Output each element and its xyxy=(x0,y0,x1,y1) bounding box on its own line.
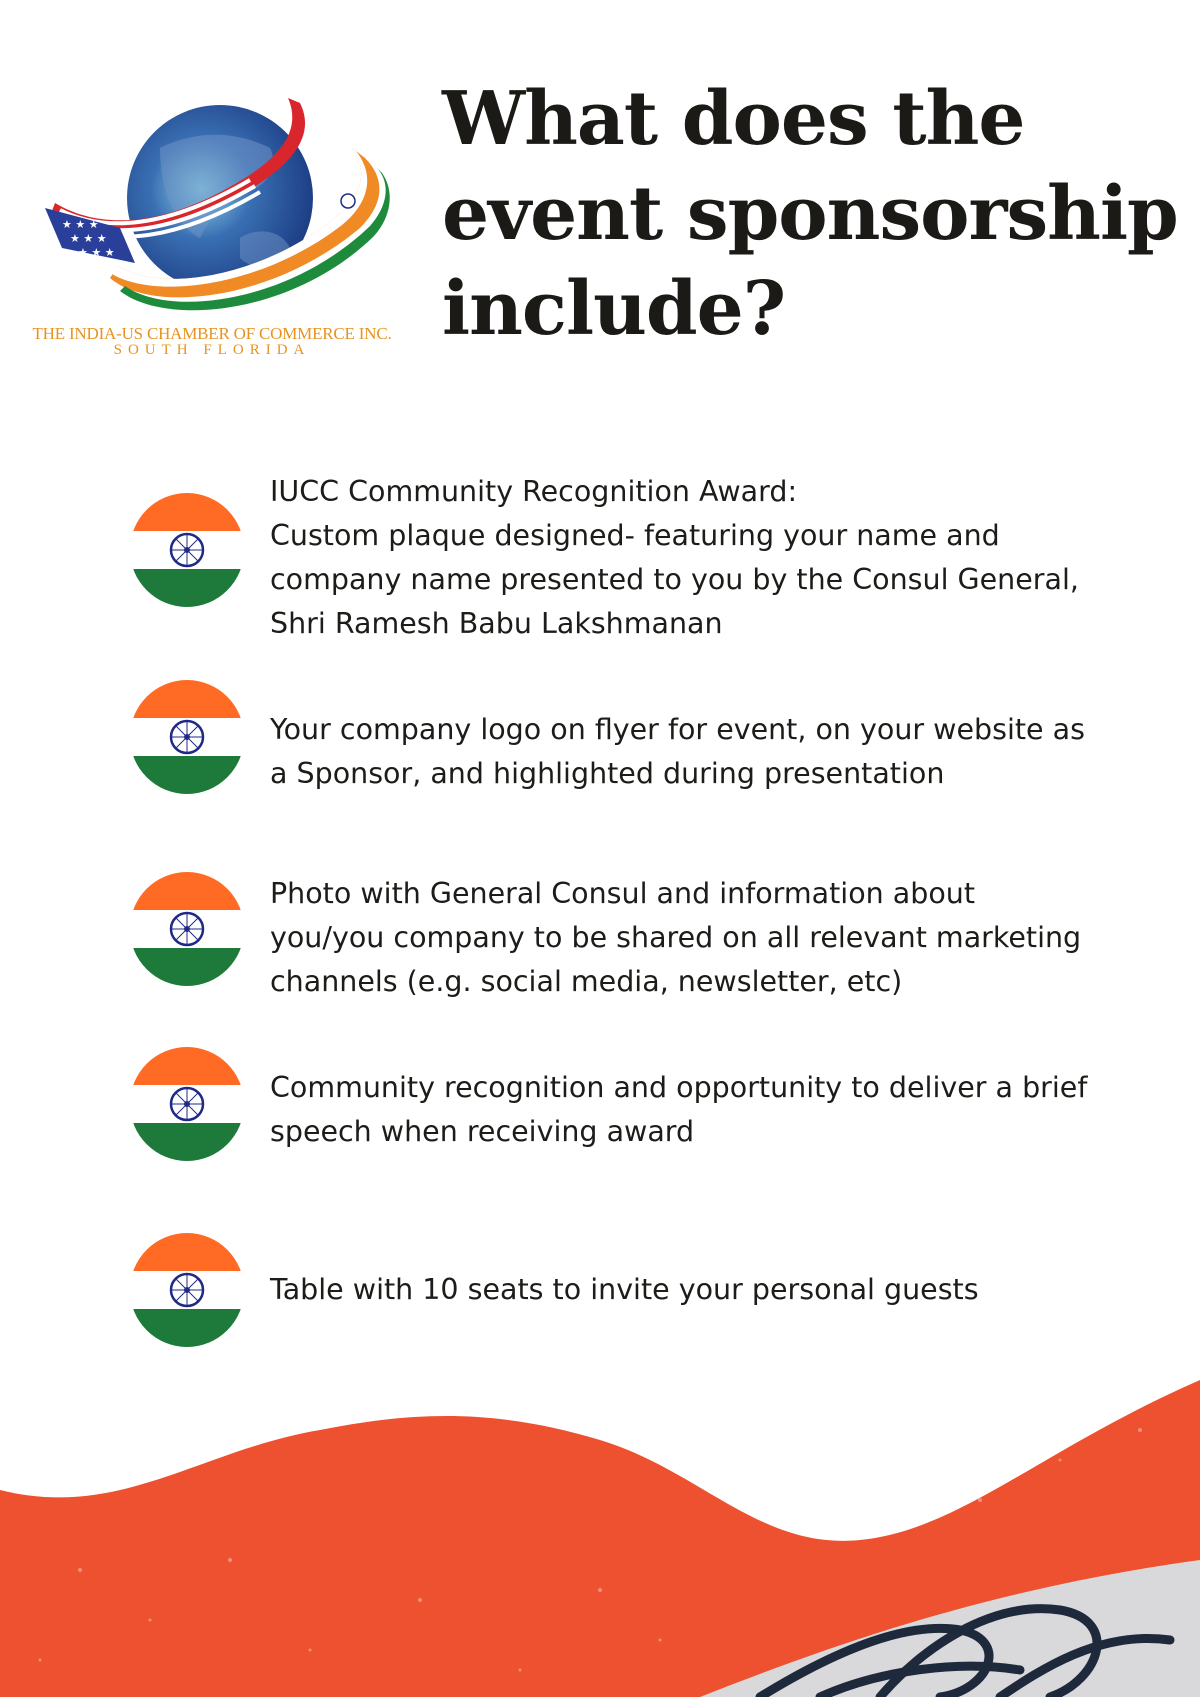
logo-subtitle: SOUTH FLORIDA xyxy=(113,342,311,358)
page-title: What does the event sponsorship include? xyxy=(442,76,1178,352)
india-flag-icon xyxy=(130,680,244,794)
benefit-line: Your company logo on flyer for event, on your website as xyxy=(270,713,1085,746)
benefit-line: channels (e.g. social media, newsletter, etc) xyxy=(270,965,903,998)
svg-text:★ ★ ★: ★ ★ ★ xyxy=(70,232,107,245)
india-flag-icon xyxy=(130,1233,244,1347)
benefit-line: you/you company to be shared on all relevant marketing xyxy=(270,921,1082,954)
india-flag-icon xyxy=(130,872,244,986)
benefit-line: IUCC Community Recognition Award: xyxy=(270,475,798,508)
benefit-line: Community recognition and opportunity to deliver a brief xyxy=(270,1071,1088,1104)
svg-text:★ ★ ★: ★ ★ ★ xyxy=(78,246,115,259)
logo-organization-name: THE INDIA-US CHAMBER OF COMMERCE INC. xyxy=(32,324,392,343)
benefit-line: Table with 10 seats to invite your personal guests xyxy=(270,1273,979,1306)
svg-text:★ ★ ★: ★ ★ ★ xyxy=(62,218,99,231)
benefit-line: a Sponsor, and highlighted during presentation xyxy=(270,757,945,790)
benefit-line: Photo with General Consul and information about xyxy=(270,877,975,910)
decorative-wave xyxy=(0,1370,1200,1697)
benefit-line: speech when receiving award xyxy=(270,1115,695,1148)
india-flag-icon xyxy=(130,493,244,607)
benefit-line: company name presented to you by the Consul General, xyxy=(270,563,1079,596)
benefit-line: Shri Ramesh Babu Lakshmanan xyxy=(270,607,723,640)
benefit-line: Custom plaque designed- featuring your name and xyxy=(270,519,1000,552)
india-flag-icon xyxy=(130,1047,244,1161)
